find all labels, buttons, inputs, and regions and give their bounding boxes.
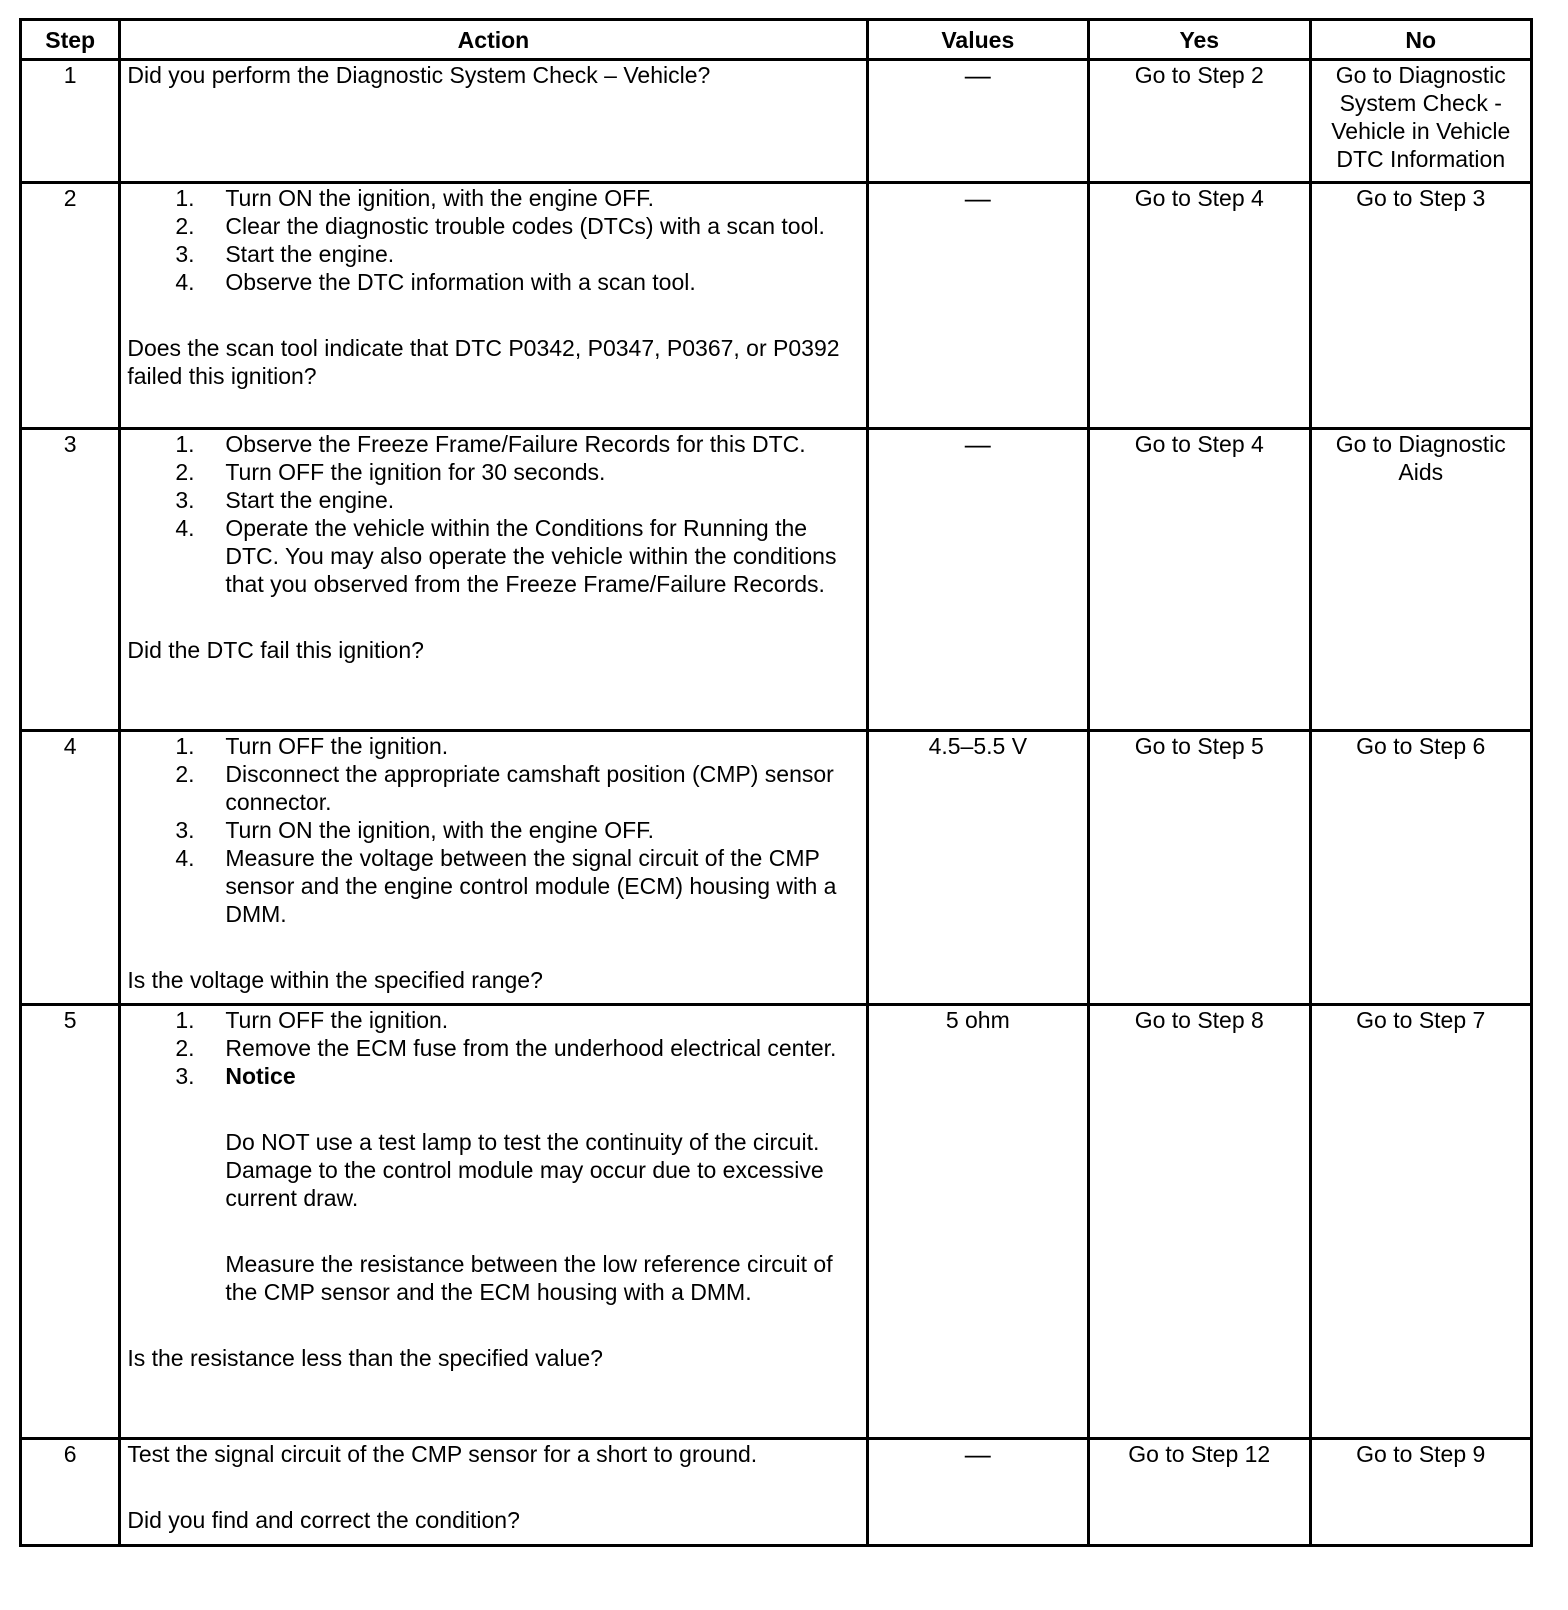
yes-cell: Go to Step 4 [1089,183,1310,429]
diagnostic-document [19,18,1533,1547]
list-item-text: Turn OFF the ignition. [225,733,449,759]
list-item-text: Turn OFF the ignition for 30 seconds. [225,459,606,485]
list-item [127,1034,859,1062]
list-item-number: 1. [175,1007,195,1033]
step-number: 4 [21,731,120,1005]
step-number: 2 [21,183,120,429]
header-values: Values [867,20,1088,60]
list-item [127,458,859,486]
header-row [21,20,1532,60]
value-cell [867,1439,1088,1546]
value-cell [867,429,1088,731]
list-item-number: 4. [175,269,195,295]
value-text: — [964,60,991,90]
list-item [127,486,859,514]
action-question: Did you perform the Diagnostic System Check – Vehicle? [127,62,711,88]
header-no: No [1310,20,1532,60]
table-row-step-1 [21,60,1532,183]
value-text: — [964,1439,991,1469]
list-item [127,760,859,816]
list-item-number: 3. [175,487,195,513]
list-item-text: Disconnect the appropriate camshaft position (CMP) sensor connector. [225,761,834,815]
yes-cell: Go to Step 12 [1089,1439,1310,1546]
no-cell: Go to Step 9 [1310,1439,1532,1546]
yes-cell: Go to Step 5 [1089,731,1310,1005]
notice-title: Notice [225,1063,296,1089]
step-number: 6 [21,1439,120,1546]
list-item-text: Start the engine. [225,241,395,267]
list-item [127,844,859,928]
list-item [127,1062,859,1090]
list-item-text: Remove the ECM fuse from the underhood electrical center. [225,1035,837,1061]
value-cell [867,1005,1088,1439]
list-item-number: 2. [175,459,195,485]
diagnostic-table [19,18,1533,1547]
table-row-step-4 [21,731,1532,1005]
list-item-text: Turn ON the ignition, with the engine OFF. [225,185,655,211]
value-text: — [964,183,991,213]
step-number: 1 [21,60,120,183]
value-text: 4.5–5.5 V [928,733,1028,759]
action-question: Does the scan tool indicate that DTC P0342, P0347, P0367, or P0392 failed this ignition? [127,335,840,389]
list-item-number: 2. [175,1035,195,1061]
no-cell: Go to Step 6 [1310,731,1532,1005]
action-cell [120,60,867,183]
action-cell [120,183,867,429]
header-yes: Yes [1089,20,1310,60]
action-question: Is the voltage within the specified range? [127,967,543,993]
action-steps-list [127,1006,859,1090]
action-cell [120,429,867,731]
list-item [127,732,859,760]
list-item-number: 1. [175,733,195,759]
table-row-step-6 [21,1439,1532,1546]
list-item-number: 2. [175,213,195,239]
list-item [127,1006,859,1034]
step-number: 5 [21,1005,120,1439]
no-cell: Go to Diagnostic System Check - Vehicle in Vehicle DTC Information [1310,60,1532,183]
list-item [127,816,859,844]
table-row-step-3 [21,429,1532,731]
action-question: Is the resistance less than the specified value? [127,1345,603,1371]
list-item [127,430,859,458]
value-cell [867,731,1088,1005]
list-item-number: 2. [175,761,195,787]
list-item-text: Turn OFF the ignition. [225,1007,449,1033]
list-item-number: 4. [175,845,195,871]
list-item-text: Observe the Freeze Frame/Failure Records for this DTC. [225,431,806,457]
table-row-step-5 [21,1005,1532,1439]
list-item-text: Measure the voltage between the signal circuit of the CMP sensor and the engine control module (ECM) housing with a DMM. [225,845,837,927]
value-cell [867,60,1088,183]
no-cell: Go to Diagnostic Aids [1310,429,1532,731]
list-item-text: Operate the vehicle within the Conditions for Running the DTC. You may also operate the vehicle within the conditions that you observed from the Freeze Frame/Failure Records. [225,515,837,597]
list-item-text: Start the engine. [225,487,395,513]
yes-cell: Go to Step 4 [1089,429,1310,731]
list-item-number: 3. [175,817,195,843]
list-item-number: 3. [175,1063,195,1089]
value-cell [867,183,1088,429]
action-intro: Test the signal circuit of the CMP sensor for a short to ground. [127,1441,758,1467]
value-text: 5 ohm [945,1007,1010,1033]
list-item-number: 1. [175,185,195,211]
list-item-number: 4. [175,515,195,541]
list-item-number: 3. [175,241,195,267]
header-action: Action [120,20,867,60]
action-cell [120,731,867,1005]
list-item [127,514,859,598]
list-item-text: Turn ON the ignition, with the engine OFF. [225,817,655,843]
list-item [127,184,859,212]
action-cell [120,1439,867,1546]
list-item-text: Clear the diagnostic trouble codes (DTCs) with a scan tool. [225,213,825,239]
action-question: Did the DTC fail this ignition? [127,637,424,663]
action-steps-list [127,732,859,928]
header-step: Step [21,20,120,60]
measure-text: Measure the resistance between the low reference circuit of the CMP sensor and the ECM housing with a DMM. [225,1251,833,1305]
table-row-step-2 [21,183,1532,429]
action-steps-list [127,430,859,598]
no-cell: Go to Step 7 [1310,1005,1532,1439]
yes-cell: Go to Step 2 [1089,60,1310,183]
value-text: — [964,429,991,459]
notice-text: Do NOT use a test lamp to test the continuity of the circuit. Damage to the control module may occur due to excessive current draw. [225,1129,824,1211]
list-item [127,240,859,268]
list-item [127,268,859,296]
list-item-number: 1. [175,431,195,457]
list-item [127,212,859,240]
no-cell: Go to Step 3 [1310,183,1532,429]
action-question: Did you find and correct the condition? [127,1507,520,1533]
action-steps-list [127,184,859,296]
action-cell [120,1005,867,1439]
step-number: 3 [21,429,120,731]
list-item-text: Observe the DTC information with a scan tool. [225,269,696,295]
yes-cell: Go to Step 8 [1089,1005,1310,1439]
